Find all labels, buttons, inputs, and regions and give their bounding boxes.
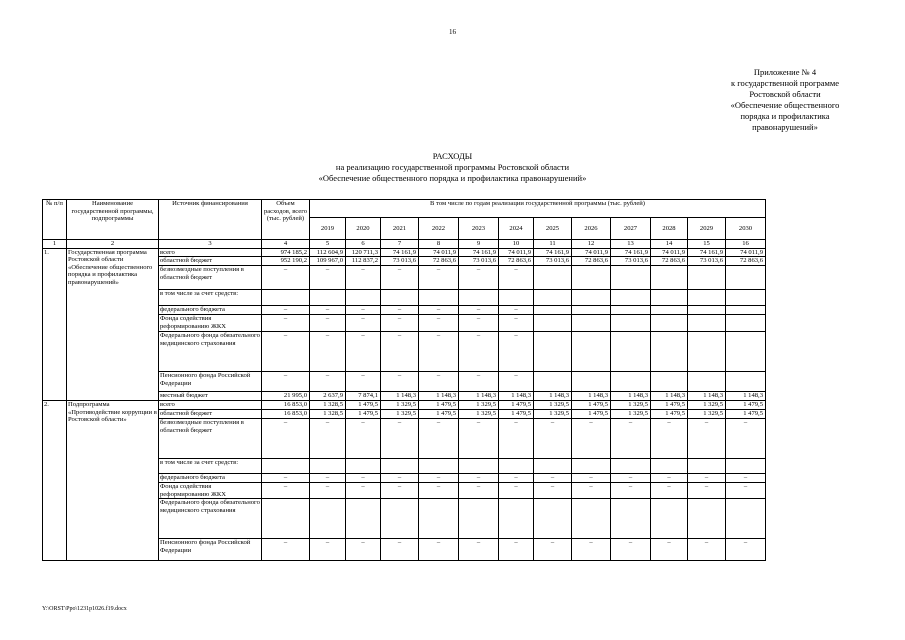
year-value-cell — [381, 459, 419, 474]
document-title — [200, 151, 705, 184]
year-value-cell: 1 148,3 — [688, 392, 726, 401]
year-value-cell: – — [726, 419, 766, 459]
year-value-cell: – — [310, 419, 346, 459]
index-cell: 14 — [651, 240, 688, 249]
col-header-year: 2019 — [310, 218, 346, 240]
year-value-cell: 112 837,2 — [346, 257, 381, 266]
year-value-cell: 1 148,3 — [651, 392, 688, 401]
year-value-cell: 1 148,3 — [459, 392, 499, 401]
year-value-cell — [459, 499, 499, 539]
year-value-cell: – — [346, 483, 381, 499]
year-value-cell: – — [499, 419, 534, 459]
col-header-year: 2020 — [346, 218, 381, 240]
year-value-cell: – — [459, 266, 499, 290]
funding-source: федерального бюджета — [159, 474, 262, 483]
year-value-cell — [499, 459, 534, 474]
year-value-cell — [534, 306, 572, 315]
year-value-cell — [459, 290, 499, 306]
index-cell: 12 — [572, 240, 611, 249]
year-value-cell: 73 013,6 — [534, 257, 572, 266]
year-value-cell — [651, 372, 688, 392]
year-value-cell: – — [310, 266, 346, 290]
year-value-cell — [310, 290, 346, 306]
year-value-cell: 1 328,5 — [310, 401, 346, 410]
year-value-cell: 1 148,3 — [381, 392, 419, 401]
year-value-cell — [611, 459, 651, 474]
year-value-cell: 1 479,5 — [419, 401, 459, 410]
appendix-line: Приложение № 4 — [753, 67, 817, 77]
year-value-cell: – — [572, 474, 611, 483]
year-value-cell: 1 329,5 — [534, 410, 572, 419]
year-value-cell: – — [499, 474, 534, 483]
year-value-cell — [726, 499, 766, 539]
year-value-cell: – — [381, 539, 419, 561]
year-value-cell: – — [499, 332, 534, 372]
year-value-cell — [726, 372, 766, 392]
year-value-cell: – — [459, 419, 499, 459]
year-value-cell — [611, 266, 651, 290]
year-value-cell — [534, 459, 572, 474]
year-value-cell: 74 011,9 — [499, 248, 534, 257]
year-value-cell: – — [419, 539, 459, 561]
year-value-cell: – — [459, 539, 499, 561]
year-value-cell: – — [381, 332, 419, 372]
year-value-cell — [651, 266, 688, 290]
appendix-line: «Обеспечение общественного — [730, 100, 840, 110]
funding-source: Фонда содействия реформированию ЖКХ — [159, 483, 262, 499]
year-value-cell — [651, 306, 688, 315]
year-value-cell: – — [499, 306, 534, 315]
index-cell: 7 — [381, 240, 419, 249]
year-value-cell — [611, 315, 651, 332]
year-value-cell — [688, 459, 726, 474]
year-value-cell: – — [310, 474, 346, 483]
year-value-cell: – — [534, 539, 572, 561]
year-value-cell — [572, 266, 611, 290]
year-value-cell: – — [459, 483, 499, 499]
year-value-cell: – — [534, 483, 572, 499]
total-volume-cell: – — [262, 332, 310, 372]
year-value-cell: 74 011,9 — [651, 248, 688, 257]
year-value-cell — [726, 315, 766, 332]
title-line: на реализацию государственной программы Ростовской области — [335, 162, 570, 172]
appendix-header — [700, 67, 870, 133]
funding-source: всего — [159, 248, 262, 257]
year-value-cell — [611, 306, 651, 315]
year-value-cell: – — [419, 474, 459, 483]
year-value-cell: – — [310, 315, 346, 332]
index-cell: 6 — [346, 240, 381, 249]
col-header-year: 2024 — [499, 218, 534, 240]
year-value-cell: 1 329,5 — [381, 410, 419, 419]
funding-source: безвозмездные поступления в областной бюджет — [159, 419, 262, 459]
year-value-cell: – — [381, 266, 419, 290]
year-value-cell: 1 148,3 — [499, 392, 534, 401]
year-value-cell — [688, 306, 726, 315]
year-value-cell — [459, 459, 499, 474]
col-header-year: 2029 — [688, 218, 726, 240]
year-value-cell: – — [459, 332, 499, 372]
year-value-cell: 1 148,3 — [534, 392, 572, 401]
year-value-cell: – — [688, 419, 726, 459]
total-volume-cell: – — [262, 483, 310, 499]
year-value-cell: – — [611, 419, 651, 459]
year-value-cell: 1 479,5 — [346, 401, 381, 410]
total-volume-cell: 21 995,0 — [262, 392, 310, 401]
year-value-cell: 1 329,5 — [611, 410, 651, 419]
year-value-cell: – — [346, 306, 381, 315]
year-value-cell: – — [499, 266, 534, 290]
year-value-cell: – — [499, 372, 534, 392]
year-value-cell: – — [651, 539, 688, 561]
year-value-cell — [499, 499, 534, 539]
year-value-cell: 73 013,6 — [688, 257, 726, 266]
year-value-cell: – — [310, 306, 346, 315]
year-value-cell: 72 863,6 — [419, 257, 459, 266]
year-value-cell: 74 011,9 — [419, 248, 459, 257]
funding-source: в том числе за счет средств: — [159, 290, 262, 306]
year-value-cell: – — [459, 315, 499, 332]
index-cell: 11 — [534, 240, 572, 249]
year-value-cell: – — [346, 419, 381, 459]
year-value-cell — [310, 459, 346, 474]
funding-source: областной бюджет — [159, 410, 262, 419]
year-value-cell — [572, 332, 611, 372]
year-value-cell: – — [346, 315, 381, 332]
year-value-cell — [651, 315, 688, 332]
year-value-cell: – — [611, 483, 651, 499]
year-value-cell: 74 161,9 — [611, 248, 651, 257]
year-value-cell: – — [419, 483, 459, 499]
year-value-cell: – — [499, 483, 534, 499]
year-value-cell — [572, 290, 611, 306]
year-value-cell: 1 148,3 — [419, 392, 459, 401]
year-value-cell: 73 013,6 — [459, 257, 499, 266]
col-header-num: № п/п — [43, 200, 67, 240]
file-path: Y:\ORST\Ppo\1231p1026.f19.docx — [42, 606, 127, 612]
total-volume-cell: 974 185,2 — [262, 248, 310, 257]
year-value-cell — [381, 499, 419, 539]
year-value-cell: – — [419, 315, 459, 332]
year-value-cell: 72 863,6 — [499, 257, 534, 266]
funding-source: федерального бюджета — [159, 306, 262, 315]
year-value-cell: – — [310, 372, 346, 392]
year-value-cell: 1 479,5 — [726, 401, 766, 410]
year-value-cell: – — [310, 539, 346, 561]
year-value-cell — [611, 290, 651, 306]
year-value-cell: – — [499, 315, 534, 332]
year-value-cell — [651, 499, 688, 539]
year-value-cell: – — [419, 372, 459, 392]
index-cell: 8 — [419, 240, 459, 249]
year-value-cell: 1 329,5 — [459, 410, 499, 419]
year-value-cell — [651, 290, 688, 306]
expenses-table — [42, 199, 766, 561]
year-value-cell — [534, 372, 572, 392]
index-cell: 1 — [43, 240, 67, 249]
year-value-cell — [419, 499, 459, 539]
col-header-source: Источник финансирования — [159, 200, 262, 240]
index-row — [43, 240, 766, 249]
year-value-cell: – — [459, 474, 499, 483]
col-header-year: 2030 — [726, 218, 766, 240]
col-header-year: 2023 — [459, 218, 499, 240]
col-header-year: 2021 — [381, 218, 419, 240]
year-value-cell — [572, 315, 611, 332]
year-value-cell — [310, 499, 346, 539]
year-value-cell: – — [726, 483, 766, 499]
col-header-years-group: В том числе по годам реализации государственной программы (тыс. рублей) — [310, 200, 766, 218]
index-cell: 4 — [262, 240, 310, 249]
year-value-cell — [572, 372, 611, 392]
index-cell: 9 — [459, 240, 499, 249]
funding-source: в том числе за счет средств: — [159, 459, 262, 474]
year-value-cell: 74 161,9 — [459, 248, 499, 257]
index-cell: 3 — [159, 240, 262, 249]
total-volume-cell: – — [262, 419, 310, 459]
year-value-cell: – — [346, 332, 381, 372]
year-value-cell: – — [572, 539, 611, 561]
year-value-cell: 1 479,5 — [572, 410, 611, 419]
year-value-cell: 1 479,5 — [499, 401, 534, 410]
total-volume-cell: – — [262, 266, 310, 290]
index-cell: 13 — [611, 240, 651, 249]
year-value-cell — [572, 499, 611, 539]
year-value-cell: 1 329,5 — [459, 401, 499, 410]
year-value-cell — [534, 332, 572, 372]
year-value-cell: 73 013,6 — [381, 257, 419, 266]
table-row — [43, 401, 766, 410]
year-value-cell: 120 711,3 — [346, 248, 381, 257]
year-value-cell: 72 863,6 — [572, 257, 611, 266]
year-value-cell: 1 328,5 — [310, 410, 346, 419]
year-value-cell: 72 863,6 — [651, 257, 688, 266]
col-header-name: Наименование государственной программы, подпрограммы — [67, 200, 159, 240]
funding-source: областной бюджет — [159, 257, 262, 266]
year-value-cell — [688, 315, 726, 332]
year-value-cell — [499, 290, 534, 306]
year-value-cell: – — [651, 483, 688, 499]
year-value-cell: – — [346, 539, 381, 561]
appendix-line: порядка и профилактика — [740, 111, 830, 121]
year-value-cell — [726, 306, 766, 315]
year-value-cell: 1 329,5 — [688, 401, 726, 410]
year-value-cell: – — [611, 474, 651, 483]
col-header-volume: Объем расходов, всего (тыс. рублей) — [262, 200, 310, 240]
year-value-cell: 1 479,5 — [651, 401, 688, 410]
year-value-cell: 1 479,5 — [651, 410, 688, 419]
year-value-cell: – — [346, 474, 381, 483]
year-value-cell: – — [688, 483, 726, 499]
year-value-cell: 1 479,5 — [346, 410, 381, 419]
year-value-cell — [534, 315, 572, 332]
year-value-cell: – — [381, 483, 419, 499]
col-header-year: 2026 — [572, 218, 611, 240]
total-volume-cell: – — [262, 315, 310, 332]
year-value-cell: – — [310, 332, 346, 372]
year-value-cell: – — [499, 539, 534, 561]
total-volume-cell — [262, 499, 310, 539]
year-value-cell: – — [381, 315, 419, 332]
year-value-cell: – — [381, 419, 419, 459]
row-number: 1. — [43, 248, 67, 401]
year-value-cell: 7 874,1 — [346, 392, 381, 401]
year-value-cell: 112 604,9 — [310, 248, 346, 257]
year-value-cell: 74 011,9 — [572, 248, 611, 257]
program-name: Государственная программа Ростовской области «Обеспечение общественного порядка и профилактика правонарушений» — [67, 248, 159, 401]
year-value-cell: 1 479,5 — [499, 410, 534, 419]
year-value-cell — [346, 499, 381, 539]
year-value-cell: 74 161,9 — [688, 248, 726, 257]
year-value-cell: – — [726, 539, 766, 561]
total-volume-cell: 16 853,0 — [262, 410, 310, 419]
year-value-cell — [651, 332, 688, 372]
year-value-cell — [611, 499, 651, 539]
index-cell: 5 — [310, 240, 346, 249]
year-value-cell: 74 161,9 — [381, 248, 419, 257]
year-value-cell — [651, 459, 688, 474]
total-volume-cell — [262, 290, 310, 306]
total-volume-cell: – — [262, 539, 310, 561]
year-value-cell: 1 329,5 — [381, 401, 419, 410]
year-value-cell — [611, 372, 651, 392]
funding-source: местный бюджет — [159, 392, 262, 401]
year-value-cell: 74 161,9 — [534, 248, 572, 257]
year-value-cell — [381, 290, 419, 306]
total-volume-cell: 952 190,2 — [262, 257, 310, 266]
year-value-cell: 1 479,5 — [572, 401, 611, 410]
table-row — [43, 248, 766, 257]
row-number: 2. — [43, 401, 67, 561]
year-value-cell — [726, 290, 766, 306]
funding-source: Федерального фонда обязательного медицинского страхования — [159, 499, 262, 539]
year-value-cell — [534, 266, 572, 290]
col-header-year: 2028 — [651, 218, 688, 240]
title-line: «Обеспечение общественного порядка и профилактика правонарушений» — [318, 173, 587, 183]
year-value-cell: – — [346, 266, 381, 290]
year-value-cell: – — [651, 474, 688, 483]
total-volume-cell: – — [262, 372, 310, 392]
index-cell: 2 — [67, 240, 159, 249]
year-value-cell: – — [651, 419, 688, 459]
total-volume-cell: – — [262, 306, 310, 315]
col-header-year: 2027 — [611, 218, 651, 240]
year-value-cell: 1 148,3 — [611, 392, 651, 401]
year-value-cell — [688, 499, 726, 539]
col-header-year: 2022 — [419, 218, 459, 240]
year-value-cell — [419, 290, 459, 306]
year-value-cell: 1 329,5 — [611, 401, 651, 410]
year-value-cell: – — [688, 474, 726, 483]
year-value-cell — [726, 459, 766, 474]
year-value-cell: – — [459, 372, 499, 392]
year-value-cell: – — [572, 419, 611, 459]
year-value-cell: 74 011,9 — [726, 248, 766, 257]
year-value-cell — [534, 290, 572, 306]
year-value-cell: – — [419, 419, 459, 459]
year-value-cell: – — [346, 372, 381, 392]
year-value-cell: – — [419, 266, 459, 290]
year-value-cell: – — [726, 474, 766, 483]
year-value-cell: 1 148,3 — [572, 392, 611, 401]
funding-source: Пенсионного фонда Российской Федерации — [159, 539, 262, 561]
year-value-cell — [346, 290, 381, 306]
year-value-cell: 72 863,6 — [726, 257, 766, 266]
appendix-line: Ростовской области — [749, 89, 821, 99]
year-value-cell: – — [459, 306, 499, 315]
year-value-cell: 1 329,5 — [534, 401, 572, 410]
year-value-cell: 1 148,3 — [726, 392, 766, 401]
year-value-cell — [534, 499, 572, 539]
title-line: РАСХОДЫ — [432, 151, 473, 161]
funding-source: безвозмездные поступления в областной бюджет — [159, 266, 262, 290]
year-value-cell — [688, 372, 726, 392]
year-value-cell: 109 967,0 — [310, 257, 346, 266]
year-value-cell: – — [381, 474, 419, 483]
year-value-cell — [346, 459, 381, 474]
year-value-cell — [688, 266, 726, 290]
year-value-cell: – — [381, 306, 419, 315]
year-value-cell — [726, 332, 766, 372]
year-value-cell: – — [534, 419, 572, 459]
year-value-cell — [572, 306, 611, 315]
index-cell: 16 — [726, 240, 766, 249]
year-value-cell: – — [310, 483, 346, 499]
index-cell: 15 — [688, 240, 726, 249]
year-value-cell: 73 013,6 — [611, 257, 651, 266]
year-value-cell: 2 637,9 — [310, 392, 346, 401]
year-value-cell — [611, 332, 651, 372]
year-value-cell: – — [534, 474, 572, 483]
total-volume-cell: – — [262, 474, 310, 483]
year-value-cell: – — [572, 483, 611, 499]
year-value-cell — [419, 459, 459, 474]
funding-source: всего — [159, 401, 262, 410]
total-volume-cell: 16 853,0 — [262, 401, 310, 410]
year-value-cell: – — [611, 539, 651, 561]
year-value-cell: – — [419, 332, 459, 372]
year-value-cell: 1 479,5 — [726, 410, 766, 419]
total-volume-cell — [262, 459, 310, 474]
year-value-cell — [688, 290, 726, 306]
funding-source: Фонда содействия реформированию ЖКХ — [159, 315, 262, 332]
year-value-cell: 1 329,5 — [688, 410, 726, 419]
funding-source: Пенсионного фонда Российской Федерации — [159, 372, 262, 392]
year-value-cell: – — [688, 539, 726, 561]
year-value-cell: – — [381, 372, 419, 392]
funding-source: Федерального фонда обязательного медицинского страхования — [159, 332, 262, 372]
year-value-cell: – — [419, 306, 459, 315]
year-value-cell — [572, 459, 611, 474]
year-value-cell — [688, 332, 726, 372]
year-value-cell: 1 479,5 — [419, 410, 459, 419]
col-header-year: 2025 — [534, 218, 572, 240]
appendix-line: к государственной программе — [730, 78, 840, 88]
index-cell: 10 — [499, 240, 534, 249]
year-value-cell — [726, 266, 766, 290]
program-name: Подпрограмма «Противодействие коррупции в Ростовской области» — [67, 401, 159, 561]
appendix-line: правонарушений» — [752, 122, 818, 132]
page-number: 16 — [449, 28, 456, 36]
